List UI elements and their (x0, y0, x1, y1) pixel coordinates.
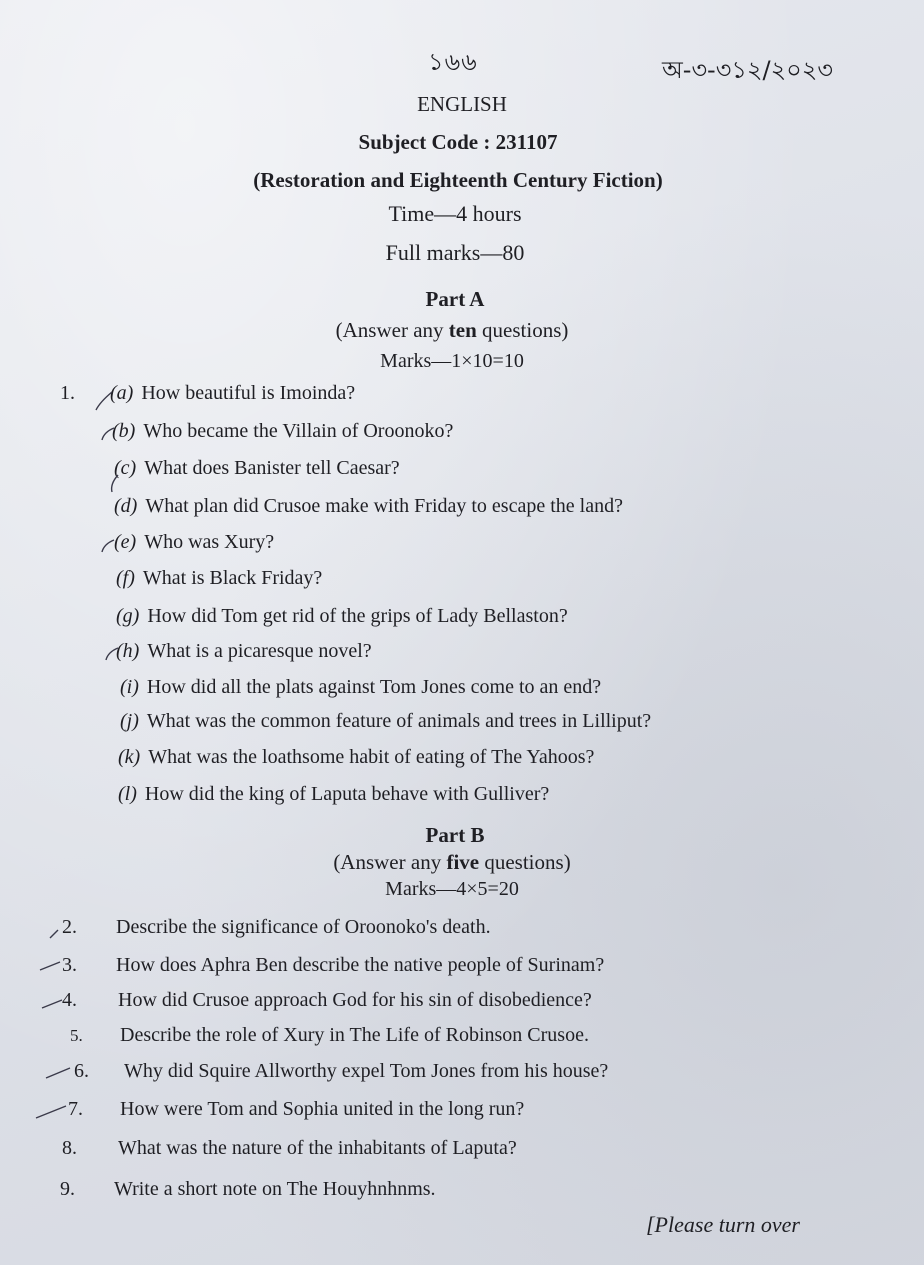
question-1-number: 1. (60, 382, 75, 404)
item-text: How did all the plats against Tom Jones come to an end? (146, 676, 602, 698)
item-text: Write a short note on The Houyhnhnms. (114, 1178, 436, 1200)
item-letter: (h) (116, 640, 140, 662)
bengali-page-code: ১৬৬ (428, 48, 478, 76)
item-number: 9. (60, 1178, 75, 1200)
item-text: Why did Squire Allworthy expel Tom Jones from his house? (124, 1060, 609, 1082)
item-letter: (k) (118, 746, 141, 768)
item-text: What does Banister tell Caesar? (144, 457, 400, 479)
part-b-item (62, 989, 592, 1012)
item-letter: (d) (114, 495, 138, 517)
item-text: What was the common feature of animals and trees in Lilliput? (146, 710, 652, 732)
pen-mark-a (96, 392, 112, 410)
item-text: How did the king of Laputa behave with Gulliver? (144, 783, 550, 805)
part-a-marks: Marks—1×10=10 (380, 350, 524, 372)
item-text: Describe the significance of Oroonoko's death. (116, 916, 491, 938)
item-number: 7. (68, 1098, 83, 1120)
item-text: What was the loathsome habit of eating of The Yahoos? (148, 746, 595, 768)
subject-code: Subject Code : 231107 (358, 130, 558, 154)
part-b-instruction (0, 850, 904, 875)
item-number: 5. (70, 1026, 83, 1045)
pen-mark-6 (46, 1068, 70, 1078)
item-letter: (e) (114, 531, 137, 553)
item-text: What is a picaresque novel? (147, 640, 372, 662)
pen-mark-7 (36, 1106, 66, 1118)
part-b-item (60, 1178, 436, 1201)
part-b-title: Part B (425, 823, 485, 847)
part-b-instruction-pre: (Answer any (333, 850, 447, 874)
pen-mark-c (112, 475, 118, 492)
part-a-instruction-pre: (Answer any (335, 318, 449, 342)
pen-mark-h (106, 648, 118, 660)
part-b-instruction-post: questions) (479, 850, 571, 874)
item-number: 4. (62, 989, 77, 1011)
pen-mark-3 (40, 962, 60, 970)
bengali-reference-code: অ-৩-৩১২/২০২৩ (662, 56, 833, 84)
pen-mark-4 (42, 1000, 62, 1008)
full-marks: Full marks—80 (385, 240, 525, 265)
item-text: What plan did Crusoe make with Friday to escape the land? (145, 495, 623, 517)
part-b-item (74, 1060, 608, 1083)
part-b-item (62, 916, 491, 939)
item-text: Who was Xury? (144, 531, 275, 553)
subject-title: ENGLISH (417, 92, 507, 116)
pen-mark-e (102, 540, 114, 552)
item-text: What is Black Friday? (142, 567, 323, 589)
part-b-marks: Marks—4×5=20 (385, 878, 519, 900)
part-b-instruction-bold: five (446, 850, 480, 874)
time-allowed: Time—4 hours (388, 201, 522, 226)
turn-over-note: [Please turn over (646, 1212, 800, 1237)
item-letter: (a) (110, 382, 134, 404)
part-b-item (68, 1098, 524, 1121)
item-number: 6. (74, 1060, 89, 1082)
course-title: (Restoration and Eighteenth Century Fiction) (253, 168, 663, 192)
item-letter: (c) (114, 457, 137, 479)
item-text: How were Tom and Sophia united in the long run? (120, 1098, 525, 1120)
item-text: How did Crusoe approach God for his sin of disobedience? (118, 989, 592, 1011)
item-text: How does Aphra Ben describe the native people of Surinam? (116, 954, 605, 976)
part-b-item (70, 1024, 589, 1047)
item-number: 8. (62, 1137, 77, 1159)
part-b-item (62, 954, 604, 977)
item-number: 2. (62, 916, 77, 938)
item-number: 3. (62, 954, 77, 976)
item-text: How beautiful is Imoinda? (141, 382, 356, 404)
part-a-instruction-post: questions) (476, 318, 569, 342)
item-text: Describe the role of Xury in The Life of Robinson Crusoe. (120, 1024, 589, 1046)
part-b-item (62, 1137, 517, 1160)
item-text: How did Tom get rid of the grips of Lady Bellaston? (147, 605, 568, 627)
item-letter: (j) (120, 710, 139, 732)
item-letter: (i) (120, 676, 139, 698)
item-letter: (f) (116, 567, 135, 589)
part-a-instruction-bold: ten (448, 318, 477, 342)
pen-mark-2 (50, 930, 58, 938)
pen-mark-b (102, 428, 114, 440)
item-text: Who became the Villain of Oroonoko? (143, 420, 454, 442)
part-a-title: Part A (425, 287, 485, 311)
item-text: What was the nature of the inhabitants of Laputa? (118, 1137, 517, 1159)
item-letter: (l) (118, 783, 137, 805)
item-letter: (g) (116, 605, 140, 627)
item-letter: (b) (112, 420, 136, 442)
